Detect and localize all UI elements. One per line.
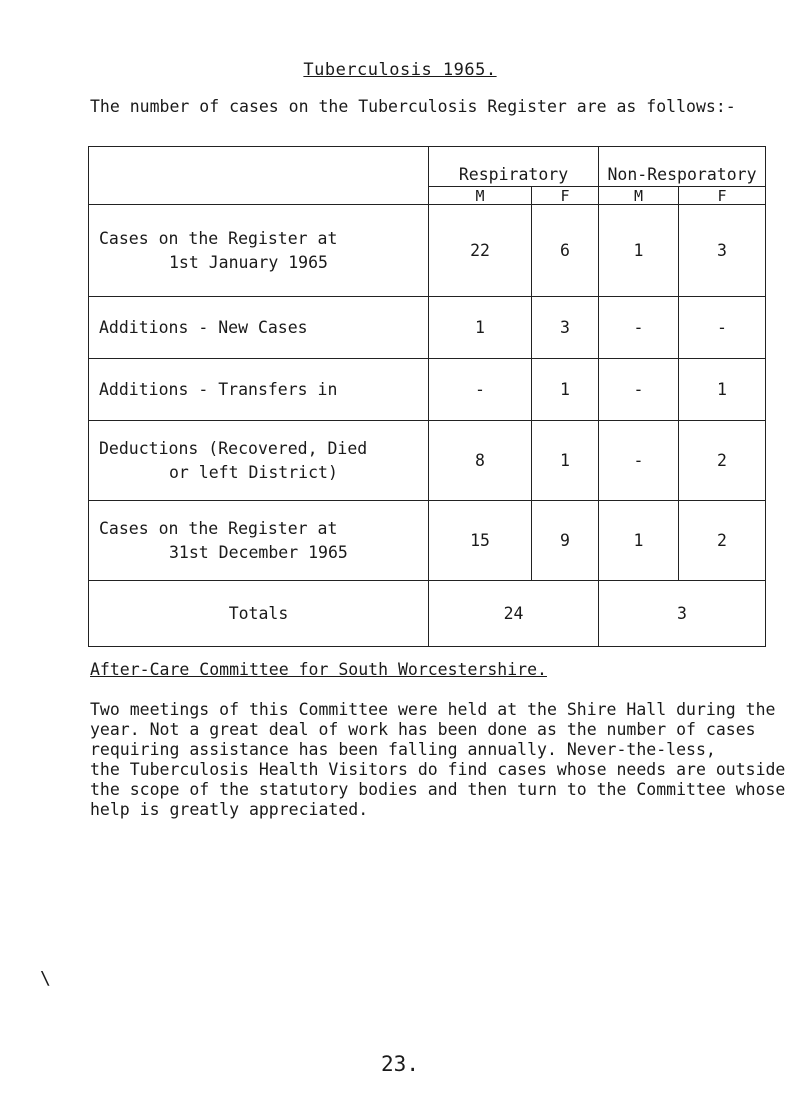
cell-value: 9	[532, 501, 599, 581]
intro-text: The number of cases on the Tuberculosis Register are as follows:-	[90, 97, 736, 116]
table-corner-cell	[89, 147, 429, 205]
cell-value: -	[429, 359, 532, 421]
non-respiratory-header: Non-Resporatory	[599, 147, 766, 187]
totals-label: Totals	[89, 581, 429, 647]
cell-value: 6	[532, 205, 599, 297]
row-label-line2: 31st December 1965	[169, 542, 348, 562]
respiratory-female-header: F	[532, 187, 599, 205]
cell-value: 15	[429, 501, 532, 581]
cell-value: 2	[679, 421, 766, 501]
row-label	[89, 205, 429, 297]
table-row	[89, 205, 766, 297]
respiratory-total: 24	[429, 581, 599, 647]
row-label-line1: Cases on the Register at	[99, 518, 338, 538]
cell-value: -	[599, 297, 679, 359]
cell-value: -	[599, 359, 679, 421]
paragraph-line: the Tuberculosis Health Visitors do find cases whose needs are outside	[90, 760, 786, 779]
non-respiratory-total: 3	[599, 581, 766, 647]
row-label	[89, 501, 429, 581]
paragraph-line: year. Not a great deal of work has been done as the number of cases	[90, 720, 756, 739]
cell-value: -	[599, 421, 679, 501]
table-row	[89, 297, 766, 359]
paragraph-line: Two meetings of this Committee were held at the Shire Hall during the	[90, 700, 776, 719]
non-respiratory-female-header: F	[679, 187, 766, 205]
cell-value: 2	[679, 501, 766, 581]
row-label-line2: 1st January 1965	[169, 252, 328, 272]
margin-mark: \	[40, 968, 51, 989]
row-label	[89, 421, 429, 501]
cell-value: 1	[429, 297, 532, 359]
cell-value: 1	[679, 359, 766, 421]
row-label: Additions - Transfers in	[89, 359, 429, 421]
page-title: Tuberculosis 1965.	[303, 60, 497, 80]
table-row	[89, 421, 766, 501]
committee-paragraph	[90, 700, 786, 820]
cell-value: -	[679, 297, 766, 359]
table-row	[89, 359, 766, 421]
cell-value: 1	[599, 205, 679, 297]
respiratory-header: Respiratory	[429, 147, 599, 187]
cell-value: 3	[532, 297, 599, 359]
row-label: Additions - New Cases	[89, 297, 429, 359]
cell-value: 22	[429, 205, 532, 297]
cell-value: 1	[599, 501, 679, 581]
cell-value: 1	[532, 359, 599, 421]
page-number: 23.	[381, 1052, 419, 1076]
tuberculosis-register-table	[88, 146, 766, 647]
totals-row	[89, 581, 766, 647]
paragraph-line: the scope of the statutory bodies and then turn to the Committee whose	[90, 780, 786, 799]
section-heading: After-Care Committee for South Worcestershire.	[90, 660, 547, 679]
cell-value: 8	[429, 421, 532, 501]
non-respiratory-male-header: M	[599, 187, 679, 205]
cell-value: 1	[532, 421, 599, 501]
respiratory-male-header: M	[429, 187, 532, 205]
row-label-line1: Cases on the Register at	[99, 228, 338, 248]
paragraph-line: requiring assistance has been falling annually. Never-the-less,	[90, 740, 716, 759]
table-row	[89, 501, 766, 581]
paragraph-line: help is greatly appreciated.	[90, 800, 369, 819]
row-label-line2: or left District)	[169, 462, 338, 482]
row-label-line1: Deductions (Recovered, Died	[99, 438, 368, 458]
cell-value: 3	[679, 205, 766, 297]
